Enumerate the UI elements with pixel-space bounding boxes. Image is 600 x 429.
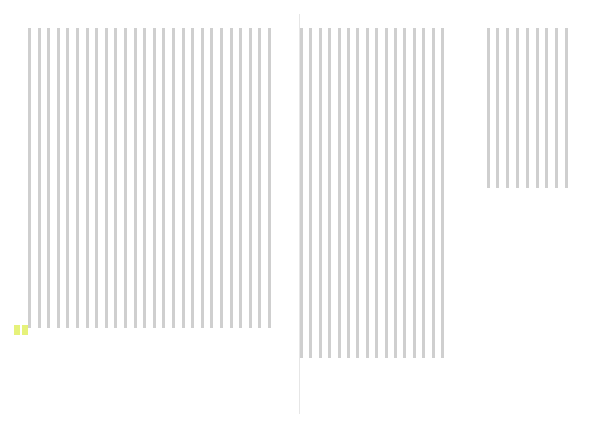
stamp-char [14,325,20,335]
text-texture [565,28,568,188]
text-texture [394,28,397,358]
corner-stamp [14,324,28,335]
text-texture [134,28,137,328]
text-texture [153,28,156,328]
text-texture [210,28,213,328]
text-texture [86,28,89,328]
text-texture [191,28,194,328]
text-texture [366,28,369,358]
text-texture [555,28,558,188]
text-texture [38,28,41,328]
text-texture [545,28,548,188]
text-texture [338,28,341,358]
text-texture [347,28,350,358]
text-texture [403,28,406,358]
text-texture [356,28,359,358]
text-texture [441,28,444,358]
text-texture [230,28,233,328]
text-texture [300,28,303,358]
right-page [300,0,600,429]
text-texture [258,28,261,328]
text-texture [496,28,499,188]
text-texture [413,28,416,358]
text-texture [239,28,242,328]
text-texture [201,28,204,328]
text-texture [385,28,388,358]
text-texture [28,28,31,328]
text-texture [143,28,146,328]
text-texture [182,28,185,328]
text-texture [95,28,98,328]
stamp-char [22,325,28,335]
text-texture [319,28,322,358]
text-texture [487,28,490,188]
text-texture [66,28,69,328]
text-texture [57,28,60,328]
text-texture [220,28,223,328]
text-texture [526,28,529,188]
section-heading [452,196,468,326]
text-texture [172,28,175,328]
text-texture [516,28,519,188]
text-texture [47,28,50,328]
text-texture [328,28,331,358]
text-texture [506,28,509,188]
text-texture [105,28,108,328]
text-texture [114,28,117,328]
text-texture [432,28,435,358]
text-texture [268,28,271,328]
text-texture [422,28,425,358]
text-texture [162,28,165,328]
text-texture [536,28,539,188]
text-texture [124,28,127,328]
text-texture [375,28,378,358]
text-texture [76,28,79,328]
text-texture [309,28,312,358]
text-texture [249,28,252,328]
